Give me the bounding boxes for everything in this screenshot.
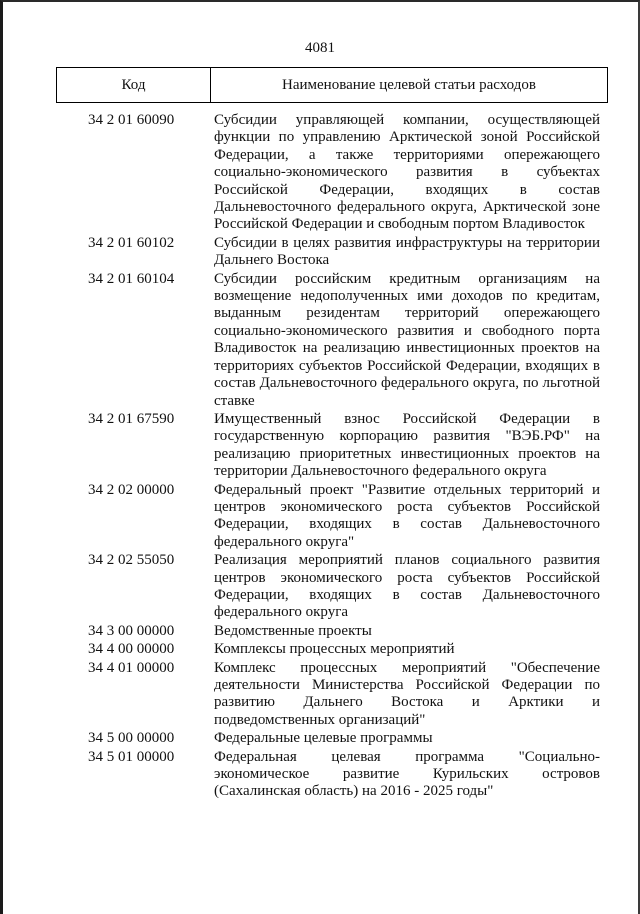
- row-description: Ведомственные проекты: [214, 622, 372, 639]
- row-description: Федеральная целевая программа "Социально-экономическое развитие Курильских островов (Сахалинская область) на 2016 - 2025 годы": [214, 748, 600, 800]
- table-row: [0, 411, 640, 481]
- table-body: [0, 112, 640, 802]
- table-row: [0, 552, 640, 622]
- table-row: [0, 730, 640, 747]
- table-row: [0, 482, 640, 552]
- row-description: Комплексы процессных мероприятий: [214, 641, 455, 658]
- row-code: 34 2 02 00000: [88, 481, 175, 498]
- row-code: 34 2 01 60090: [88, 112, 175, 128]
- row-description: Имущественный взнос Российской Федерации в государственную корпорацию развития "ВЭБ.РФ" на реализацию приоритетных инвестиционных проектов на территории Дальневосточного федерального округа: [214, 410, 600, 480]
- table-row: [0, 235, 640, 270]
- row-code: 34 2 01 60102: [88, 234, 175, 251]
- table-row: [0, 271, 640, 410]
- row-description: Комплекс процессных мероприятий "Обеспечение деятельности Министерства Российской Федерации по развитию Дальнего Востока и Арктики и подведомственных организаций": [214, 659, 600, 728]
- header-name: Наименование целевой статьи расходов: [282, 76, 536, 93]
- page-number: 4081: [305, 40, 335, 56]
- table-row: [0, 641, 640, 658]
- row-code: 34 2 01 60104: [88, 270, 175, 287]
- row-code: 34 5 00 00000: [88, 730, 175, 747]
- row-code: 34 4 01 00000: [88, 659, 175, 676]
- row-code: 34 3 00 00000: [88, 622, 175, 639]
- table-row: [0, 112, 640, 234]
- row-code: 34 4 00 00000: [88, 641, 175, 658]
- row-code: 34 2 02 55050: [88, 552, 175, 569]
- table-header: [56, 67, 608, 103]
- row-code: 34 2 01 67590: [88, 410, 175, 427]
- row-description: Субсидии управляющей компании, осуществляющей функции по управлению Арктической зоной Российской Федерации, а также территориями опережающего социально-экономического развития в субъектах Российской Федерации, входящих в состав Дальневосточного федерального округа, Арктической зоне Российской Федерации и свободным портом Владивосток: [214, 112, 600, 233]
- row-description: Субсидии в целях развития инфраструктуры на территории Дальнего Востока: [214, 234, 600, 269]
- table-row: [0, 623, 640, 640]
- row-description: Федеральные целевые программы: [214, 730, 433, 747]
- header-code: Код: [57, 68, 211, 102]
- row-description: Федеральный проект "Развитие отдельных территорий и центров экономического роста субъектов Российской Федерации, входящих в состав Дальневосточного федерального округа": [214, 481, 600, 550]
- row-code: 34 5 01 00000: [88, 748, 175, 765]
- table-row: [0, 749, 640, 801]
- row-description: Субсидии российским кредитным организациям на возмещение недополученных ими доходов по кредитам, выданным резидентам территорий опережающего социально-экономического развития и свободного порта Владивосток на реализацию инвестиционных проектов на территориях субъектов Российской Федерации, входящих в состав Дальневосточного федерального округа, по льготной ставке: [214, 270, 600, 409]
- row-description: Реализация мероприятий планов социального развития центров экономического роста субъектов Российской Федерации, входящих в состав Дальневосточного федерального округа: [214, 552, 600, 621]
- table-row: [0, 660, 640, 730]
